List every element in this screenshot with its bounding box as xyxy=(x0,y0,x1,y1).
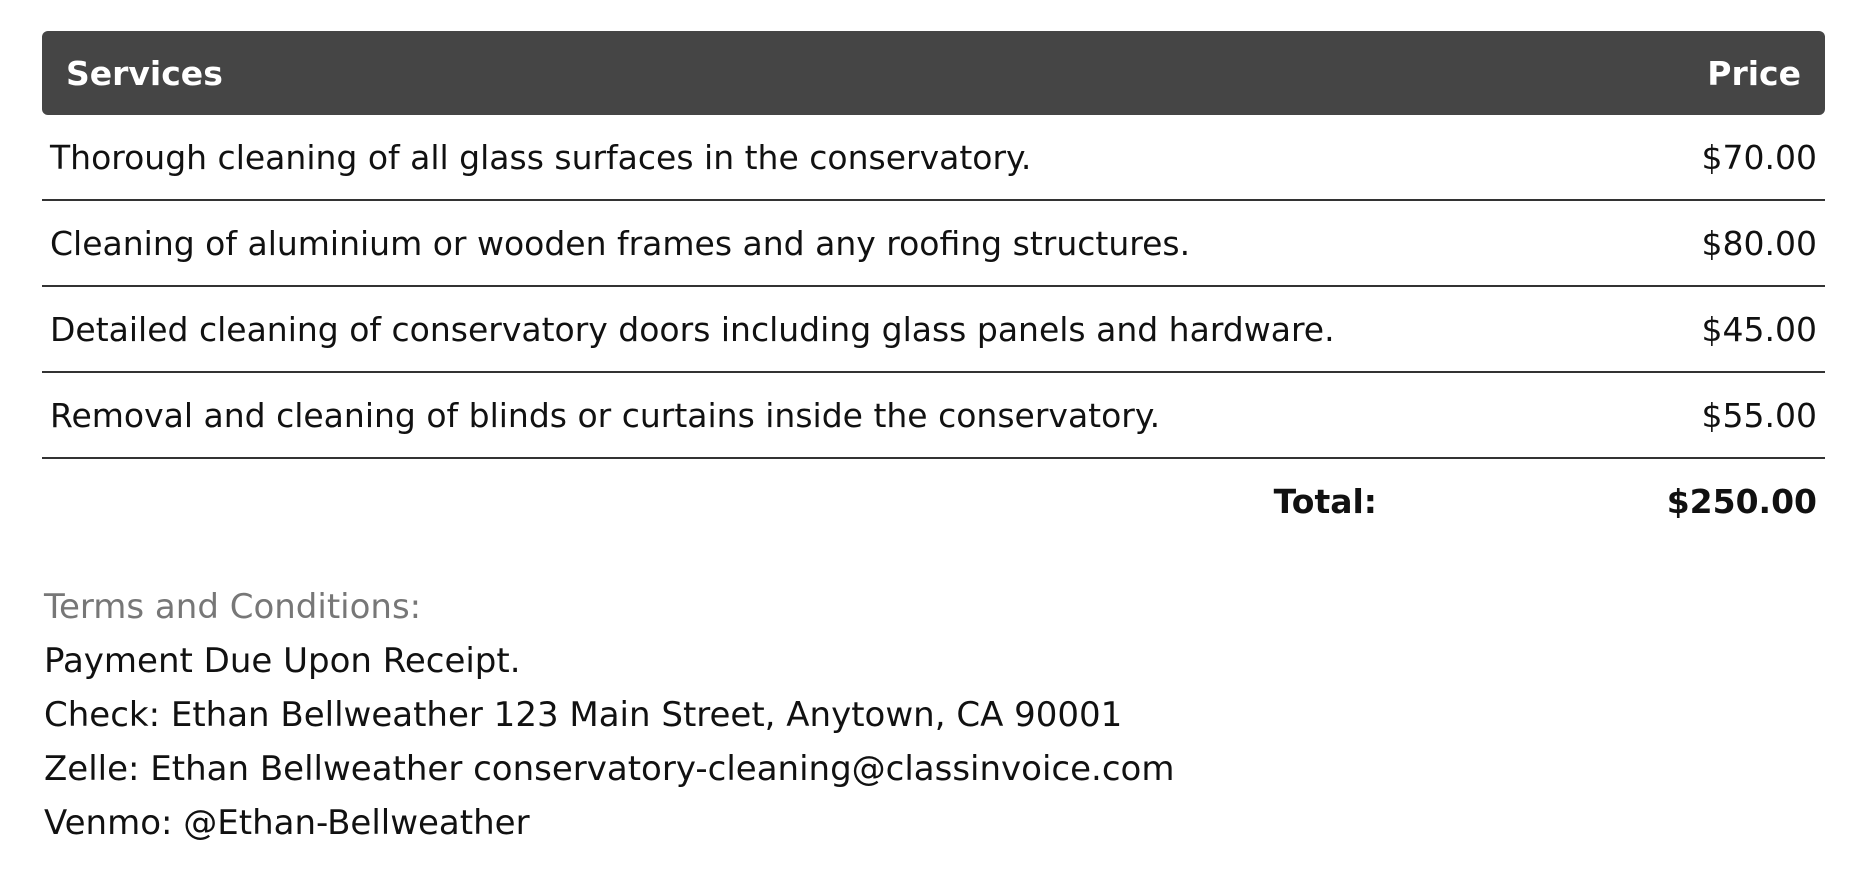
service-price: $45.00 xyxy=(1477,286,1825,372)
table-row xyxy=(42,200,1825,286)
total-value: $250.00 xyxy=(1666,481,1817,521)
table-header-row xyxy=(42,31,1825,115)
service-description: Detailed cleaning of conservatory doors including glass panels and hardware. xyxy=(42,286,1477,372)
total-row xyxy=(42,458,1825,543)
service-description: Removal and cleaning of blinds or curtains inside the conservatory. xyxy=(42,372,1477,458)
services-column-header: Services xyxy=(42,31,1477,115)
table-row xyxy=(42,286,1825,372)
terms-section xyxy=(44,580,1174,850)
terms-line-check: Check: Ethan Bellweather 123 Main Street, Anytown, CA 90001 xyxy=(44,695,1123,735)
service-price: $80.00 xyxy=(1477,200,1825,286)
terms-line-zelle: Zelle: Ethan Bellweather conservatory-cleaning@classinvoice.com xyxy=(44,749,1175,789)
table-row xyxy=(42,115,1825,200)
total-label: Total: xyxy=(1273,481,1377,521)
services-table xyxy=(42,31,1825,543)
service-description: Cleaning of aluminium or wooden frames and any roofing structures. xyxy=(42,200,1477,286)
terms-title: Terms and Conditions: xyxy=(44,587,422,627)
service-price: $70.00 xyxy=(1477,115,1825,200)
price-column-header: Price xyxy=(1477,31,1825,115)
terms-line-venmo: Venmo: @Ethan-Bellweather xyxy=(44,803,530,843)
terms-line-payment: Payment Due Upon Receipt. xyxy=(44,641,521,681)
table-row xyxy=(42,372,1825,458)
service-price: $55.00 xyxy=(1477,372,1825,458)
service-description: Thorough cleaning of all glass surfaces in the conservatory. xyxy=(42,115,1477,200)
